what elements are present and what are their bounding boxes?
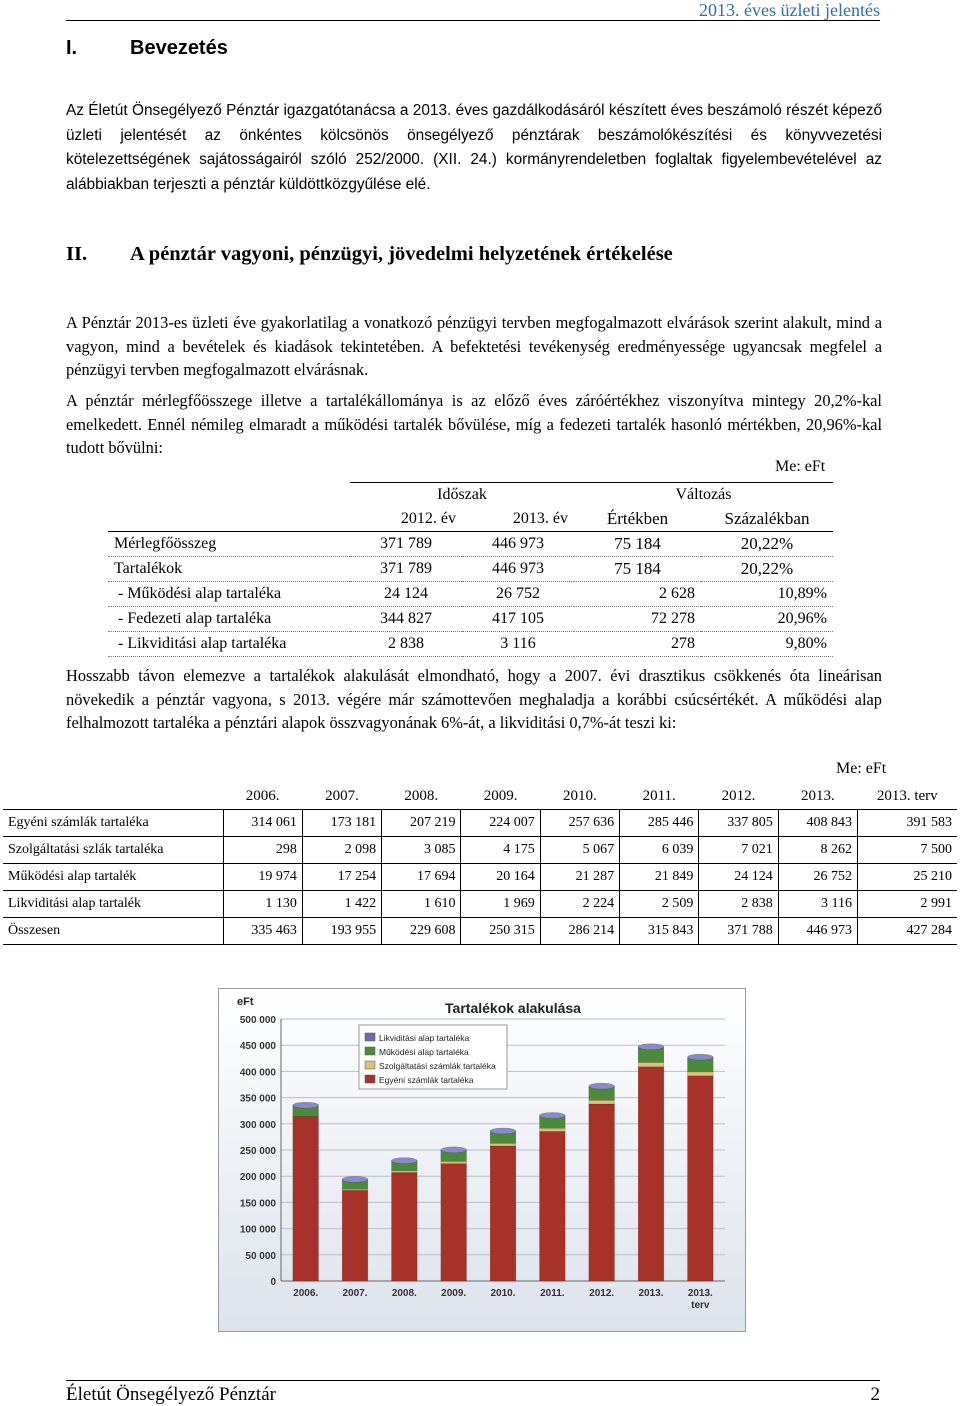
row-label: Likviditási alap tartalék [3, 891, 223, 918]
table-cell: 3 116 [778, 891, 857, 918]
bar-cap [688, 1054, 714, 1060]
bar-cap [540, 1112, 566, 1118]
table-header-row [3, 783, 957, 810]
bar-segment [342, 1190, 368, 1281]
table-cell: 173 181 [302, 810, 381, 837]
table-cell: 207 219 [382, 810, 461, 837]
table-cell: 314 061 [223, 810, 302, 837]
bar-cap [293, 1102, 319, 1108]
col-header: 2009. [461, 783, 540, 810]
x-tick-label: 2006. [293, 1288, 319, 1299]
legend-label: Likviditási alap tartaléka [379, 1033, 470, 1043]
x-tick-label-suffix: terv [691, 1300, 710, 1311]
x-tick-label: 2010. [490, 1288, 516, 1299]
col-header: 2010. [540, 783, 619, 810]
paragraph-long-term: Hosszabb távon elemezve a tartalékok alakulását elmondható, hogy a 2007. évi drasztikus csökkenés óta lineárisan növekedik a pénztár vagyona, s 2013. végére már számottevően meghaladja a korábbi csúcsértékét. A működési alap felhalmozott tartaléka a pénztári alapok összvagyonának 6%-át, a likviditási 0,7%-át teszi ki: [66, 666, 882, 732]
col-header: 2012. [699, 783, 778, 810]
bar-segment [540, 1128, 566, 1131]
table-cell: 20 164 [461, 864, 540, 891]
bar-cap [490, 1128, 516, 1134]
table-row [3, 837, 957, 864]
bar-segment [441, 1161, 467, 1163]
x-tick-label: 2009. [441, 1288, 467, 1299]
y-tick-label: 200 000 [239, 1172, 276, 1184]
bar-segment [589, 1104, 615, 1281]
table-row [3, 891, 957, 918]
table-cell: 229 608 [382, 918, 461, 945]
table-cell: 19 974 [223, 864, 302, 891]
y-tick-label: 350 000 [239, 1093, 276, 1105]
bar-cap [589, 1083, 615, 1089]
table-cell: 337 805 [699, 810, 778, 837]
running-header [66, 0, 880, 21]
col-header: 2008. [382, 783, 461, 810]
y-tick-label: 0 [270, 1277, 276, 1288]
bar-segment [688, 1059, 714, 1072]
y-tick-label: 300 000 [239, 1119, 276, 1131]
table-header-row [108, 483, 833, 508]
table-cell: 446 973 [778, 918, 857, 945]
x-tick-label: 2012. [589, 1288, 615, 1299]
bar-cap [441, 1147, 467, 1153]
bar-segment [589, 1100, 615, 1104]
x-tick-label: 2013. [638, 1288, 664, 1299]
section-2-title: A pénztár vagyoni, pénzügyi, jövedelmi helyzetének értékelése [130, 243, 673, 265]
table-row [3, 810, 957, 837]
col-header: 2012. év [400, 510, 456, 527]
col-header: Értékben [606, 509, 669, 528]
table-row: Mérlegfőösszeg 371 789 446 973 75 184 20,22% [108, 532, 833, 557]
reserves-chart-svg [219, 989, 745, 1331]
paragraph-business-year: A Pénztár 2013-es üzleti éve gyakorlatilag a vonatkozó pénzügyi tervben megfogalmazott elvárások szerint alakult, mind a vagyon, mind a bevételek és kiadások tekintetében. A befektetési tevékenység eredményessége ugyancsak megfelel a pénzügyi tervben megfogalmazott elvárásnak. [66, 313, 882, 379]
table-cell: 193 955 [302, 918, 381, 945]
table-cell: 1 610 [382, 891, 461, 918]
table-cell: 335 463 [223, 918, 302, 945]
x-tick-label: 2011. [540, 1288, 565, 1299]
y-tick-label: 50 000 [245, 1250, 276, 1262]
table-2-unit: Me: eFt [836, 760, 887, 777]
reserves-history-table [3, 783, 957, 945]
table-row: - Fedezeti alap tartaléka 344 827 417 105 72 278 20,96% [108, 607, 833, 632]
row-label: Egyéni számlák tartaléka [3, 810, 223, 837]
table-cell: 21 287 [540, 864, 619, 891]
table-cell: 26 752 [778, 864, 857, 891]
col-header: 2011. [620, 783, 699, 810]
y-tick-label: 100 000 [239, 1224, 276, 1236]
table-cell: 285 446 [620, 810, 699, 837]
bar-segment [490, 1143, 516, 1146]
chart-title: Tartalékok alakulása [445, 1000, 581, 1016]
y-tick-label: 150 000 [239, 1198, 276, 1210]
bar-segment [688, 1076, 714, 1281]
table-cell: 250 315 [461, 918, 540, 945]
table-cell: 2 991 [858, 891, 958, 918]
table-cell: 371 788 [699, 918, 778, 945]
section-1-number: I. [66, 37, 78, 59]
table-row: - Működési alap tartaléka 24 124 26 752 2 628 10,89% [108, 582, 833, 607]
legend-swatch [365, 1061, 375, 1069]
table-cell: 1 422 [302, 891, 381, 918]
group-header-period: Időszak [350, 483, 574, 508]
section-2-number: II. [66, 243, 88, 265]
table-cell: 315 843 [620, 918, 699, 945]
col-header: Százalékban [724, 509, 810, 528]
table-cell: 224 007 [461, 810, 540, 837]
legend-swatch [365, 1033, 375, 1041]
page-number: 2 [870, 1384, 880, 1405]
table-cell: 6 039 [620, 837, 699, 864]
table-row: - Likviditási alap tartaléka 2 838 3 116 278 9,80% [108, 632, 833, 657]
group-header-change: Változás [574, 483, 833, 508]
section-1-title: Bevezetés [130, 37, 228, 59]
y-tick-label: 250 000 [239, 1146, 276, 1157]
legend-swatch [365, 1047, 375, 1055]
running-title: 2013. éves üzleti jelentés [699, 0, 880, 20]
bar-segment [540, 1131, 566, 1281]
bar-segment [293, 1116, 319, 1281]
bar-segment [441, 1164, 467, 1281]
footer-organization: Életút Önsegélyező Pénztár [66, 1384, 276, 1405]
col-header: 2013. [778, 783, 857, 810]
bar-cap [638, 1044, 664, 1050]
legend-label: Működési alap tartaléka [379, 1047, 469, 1057]
col-header: 2006. [223, 783, 302, 810]
bar-segment [638, 1067, 664, 1281]
bar-segment [638, 1062, 664, 1066]
table-cell: 25 210 [858, 864, 958, 891]
table-cell: 298 [223, 837, 302, 864]
table-row [3, 864, 957, 891]
table-row: Tartalékok 371 789 446 973 75 184 20,22% [108, 557, 833, 582]
reserves-chart [218, 988, 746, 1332]
table-cell: 17 254 [302, 864, 381, 891]
y-tick-label: 400 000 [239, 1067, 276, 1079]
y-tick-label: 500 000 [239, 1015, 276, 1026]
table-row [3, 918, 957, 945]
table-cell: 2 509 [620, 891, 699, 918]
table-cell: 427 284 [858, 918, 958, 945]
table-cell: 3 085 [382, 837, 461, 864]
table-cell: 7 500 [858, 837, 958, 864]
y-tick-label: 450 000 [239, 1041, 276, 1053]
table-cell: 286 214 [540, 918, 619, 945]
intro-paragraph: Az Életút Önsegélyező Pénztár igazgatótanácsa a 2013. éves gazdálkodásáról készített éves beszámoló részét képező üzleti jelentését az önkéntes kölcsönös önsegélyező pénztárak beszámolókészítési és könyvvezetési kötelezettségének sajátosságairól szóló 252/2000. (XII. 24.) kormányrendeletben foglaltak figyelembevételével az alábbiakban terjeszti a pénztár küldöttközgyűlése elé. [66, 102, 882, 193]
table-cell: 408 843 [778, 810, 857, 837]
page-footer [66, 1380, 880, 1405]
col-header: 2007. [302, 783, 381, 810]
row-label: Szolgáltatási szlák tartaléka [3, 837, 223, 864]
bar-segment [638, 1048, 664, 1062]
row-label: Működési alap tartalék [3, 864, 223, 891]
x-tick-label: 2013. [687, 1288, 713, 1299]
table-cell: 2 224 [540, 891, 619, 918]
col-header: 2013. terv [858, 783, 958, 810]
table-cell: 7 021 [699, 837, 778, 864]
bar-segment [392, 1172, 418, 1281]
reserves-change-table [108, 482, 833, 657]
paragraph-balance-sheet: A pénztár mérlegfőösszege illetve a tartalékállománya is az előző éves záróértékhez viszonyítva mintegy 20,2%-kal emelkedett. Ennél némileg elmaradt a működési tartalék bővülése, míg a fedezeti tartalék hasonló mértékben, 20,96%-kal tudott bővülni: [66, 391, 882, 457]
bar-segment [589, 1088, 615, 1101]
table-cell: 8 262 [778, 837, 857, 864]
table-header-row [108, 507, 833, 532]
x-tick-label: 2008. [391, 1288, 417, 1299]
table-1-unit: Me: eFt [775, 458, 826, 475]
table-cell: 257 636 [540, 810, 619, 837]
bar-segment [490, 1146, 516, 1281]
table-cell: 4 175 [461, 837, 540, 864]
bar-segment [688, 1072, 714, 1076]
table-cell: 2 098 [302, 837, 381, 864]
row-label: Összesen [3, 918, 223, 945]
table-cell: 1 969 [461, 891, 540, 918]
y-axis-label: eFt [237, 996, 254, 1008]
table-cell: 2 838 [699, 891, 778, 918]
col-header: 2013. év [512, 510, 568, 527]
table-cell: 24 124 [699, 864, 778, 891]
legend-swatch [365, 1075, 375, 1083]
x-tick-label: 2007. [342, 1288, 368, 1299]
bar-cap [342, 1176, 368, 1182]
table-cell: 1 130 [223, 891, 302, 918]
table-cell: 21 849 [620, 864, 699, 891]
legend-label: Egyéni számlák tartaléka [379, 1075, 474, 1085]
table-cell: 391 583 [858, 810, 958, 837]
legend-label: Szolgáltatási számlák tartaléka [379, 1061, 496, 1071]
table-cell: 5 067 [540, 837, 619, 864]
bar-cap [392, 1158, 418, 1164]
table-cell: 17 694 [382, 864, 461, 891]
